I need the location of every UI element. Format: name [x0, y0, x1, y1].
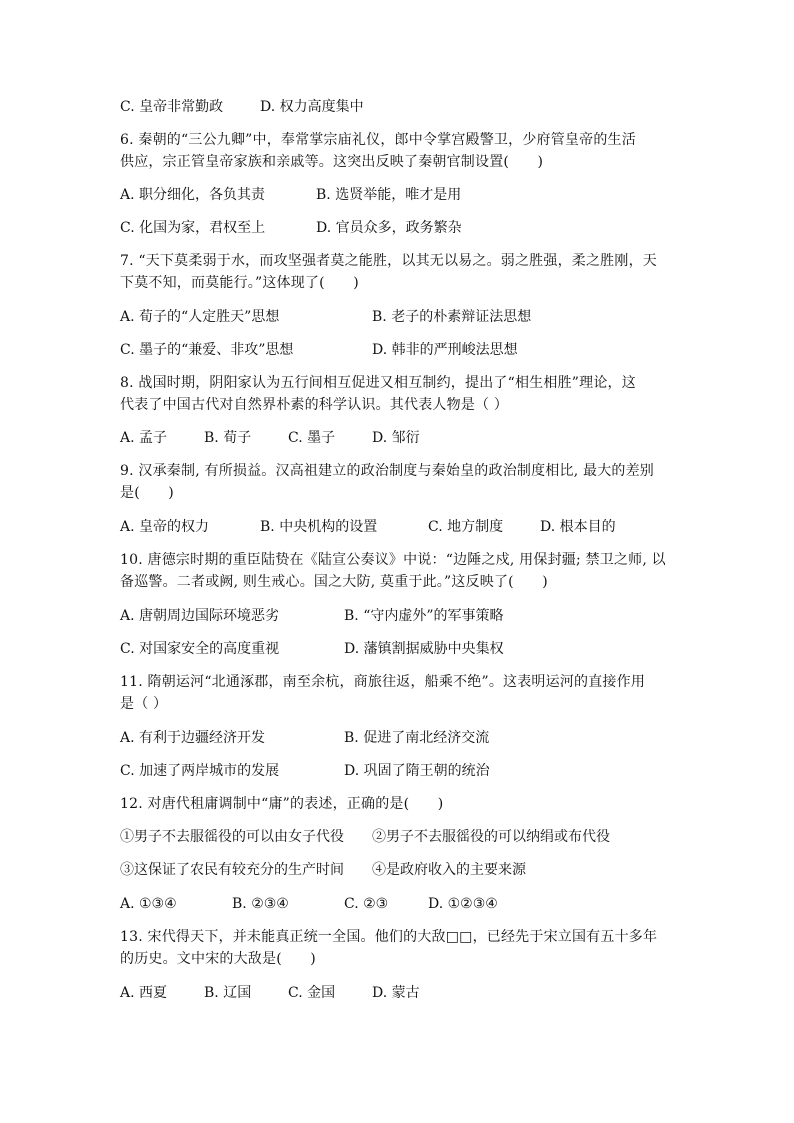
- q9-option-b: B. 中央机构的设置: [260, 519, 378, 535]
- q11-stem-line-2: 是（ ）: [120, 696, 168, 712]
- q13-stem-line-2: 的历史。文中宋的大敌是( ): [120, 951, 316, 967]
- q7-option-a: A. 荀子的“人定胜天”思想: [120, 309, 280, 325]
- q12-option-b: B. ②③④: [232, 896, 289, 912]
- q6-stem-line-2: 供应，宗正管皇帝家族和亲戚等。这突出反映了秦朝官制设置( ): [120, 154, 544, 170]
- q8-option-b: B. 荀子: [204, 430, 252, 446]
- q9-stem-line-2: 是( ): [120, 485, 174, 501]
- q6-option-b: B. 选贤举能，唯才是用: [316, 187, 462, 203]
- q10-option-c: C. 对国家安全的高度重视: [120, 641, 280, 657]
- q11-option-d: D. 巩固了隋王朝的统治: [344, 763, 490, 779]
- q13-option-c: C. 金国: [288, 985, 336, 1001]
- q11-option-c: C. 加速了两岸城市的发展: [120, 763, 280, 779]
- q11-option-b: B. 促进了南北经济交流: [344, 730, 490, 746]
- q13-stem-line-1: 13. 宋代得天下，并未能真正统一全国。他们的大敌□□，已经先于宋立国有五十多年: [120, 929, 658, 945]
- q9-option-d: D. 根本目的: [540, 519, 616, 535]
- q6-option-a: A. 职分细化，各负其责: [120, 187, 266, 203]
- q6-option-d: D. 官员众多，政务繁杂: [316, 220, 462, 236]
- q10-option-b: B. “守内虚外”的军事策略: [344, 608, 504, 624]
- q10-option-d: D. 藩镇割据威胁中央集权: [344, 641, 504, 657]
- q9-stem-line-1: 9. 汉承秦制, 有所损益。汉高祖建立的政治制度与秦始皇的政治制度相比, 最大的差别: [120, 463, 655, 479]
- q5-option-c: C. 皇帝非常勤政: [120, 99, 224, 115]
- q12-statement-3: ③这保证了农民有较充分的生产时间: [120, 862, 344, 878]
- q10-stem-line-1: 10. 唐德宗时期的重臣陆贽在《陆宣公奏议》中说：“边陲之戍, 用保封疆; 禁卫之师, 以: [120, 552, 666, 568]
- q8-stem-line-2: 代表了中国古代对自然界朴素的科学认识。其代表人物是（ ）: [120, 397, 509, 413]
- q7-stem-line-2: 下莫不知，而莫能行。”这体现了( ): [120, 275, 359, 291]
- q7-option-c: C. 墨子的“兼爱、非攻”思想: [120, 342, 294, 358]
- q10-option-a: A. 唐朝周边国际环境恶劣: [120, 608, 280, 624]
- q13-option-a: A. 西夏: [120, 985, 168, 1001]
- q11-option-a: A. 有利于边疆经济开发: [120, 730, 266, 746]
- q7-option-d: D. 韩非的严刑峻法思想: [372, 342, 518, 358]
- q12-option-d: D. ①②③④: [428, 896, 498, 912]
- q12-statement-4: ④是政府收入的主要来源: [372, 862, 526, 878]
- q6-option-c: C. 化国为家，君权至上: [120, 220, 266, 236]
- q12-statement-2: ②男子不去服徭役的可以纳绢或布代役: [372, 829, 610, 845]
- q8-option-c: C. 墨子: [288, 430, 336, 446]
- q12-stem-line-1: 12. 对唐代租庸调制中“庸”的表述，正确的是( ): [120, 796, 444, 812]
- q13-option-d: D. 蒙古: [372, 985, 420, 1001]
- q12-statement-1: ①男子不去服徭役的可以由女子代役: [120, 829, 344, 845]
- q8-option-d: D. 邹衍: [372, 430, 420, 446]
- q13-option-b: B. 辽国: [204, 985, 252, 1001]
- q7-stem-line-1: 7. “天下莫柔弱于水，而攻坚强者莫之能胜，以其无以易之。弱之胜强，柔之胜刚，天: [120, 253, 657, 269]
- q9-option-c: C. 地方制度: [428, 519, 504, 535]
- q9-option-a: A. 皇帝的权力: [120, 519, 210, 535]
- q12-option-a: A. ①③④: [120, 896, 177, 912]
- q8-option-a: A. 孟子: [120, 430, 168, 446]
- q11-stem-line-1: 11. 隋朝运河“北通涿郡，南至余杭，商旅往返，船乘不绝”。这表明运河的直接作用: [120, 674, 646, 690]
- q6-stem-line-1: 6. 秦朝的“三公九卿”中，奉常掌宗庙礼仪，郎中令掌宫殿警卫，少府管皇帝的生活: [120, 132, 636, 148]
- q10-stem-line-2: 备巡警。二者或阙, 则生戒心。国之大防, 莫重于此。”这反映了( ): [120, 574, 548, 590]
- q5-option-d: D. 权力高度集中: [260, 99, 364, 115]
- q8-stem-line-1: 8. 战国时期，阴阳家认为五行间相互促进又相互制约，提出了“相生相胜”理论，这: [120, 375, 636, 391]
- q12-option-c: C. ②③: [344, 896, 389, 912]
- q7-option-b: B. 老子的朴素辩证法思想: [372, 309, 532, 325]
